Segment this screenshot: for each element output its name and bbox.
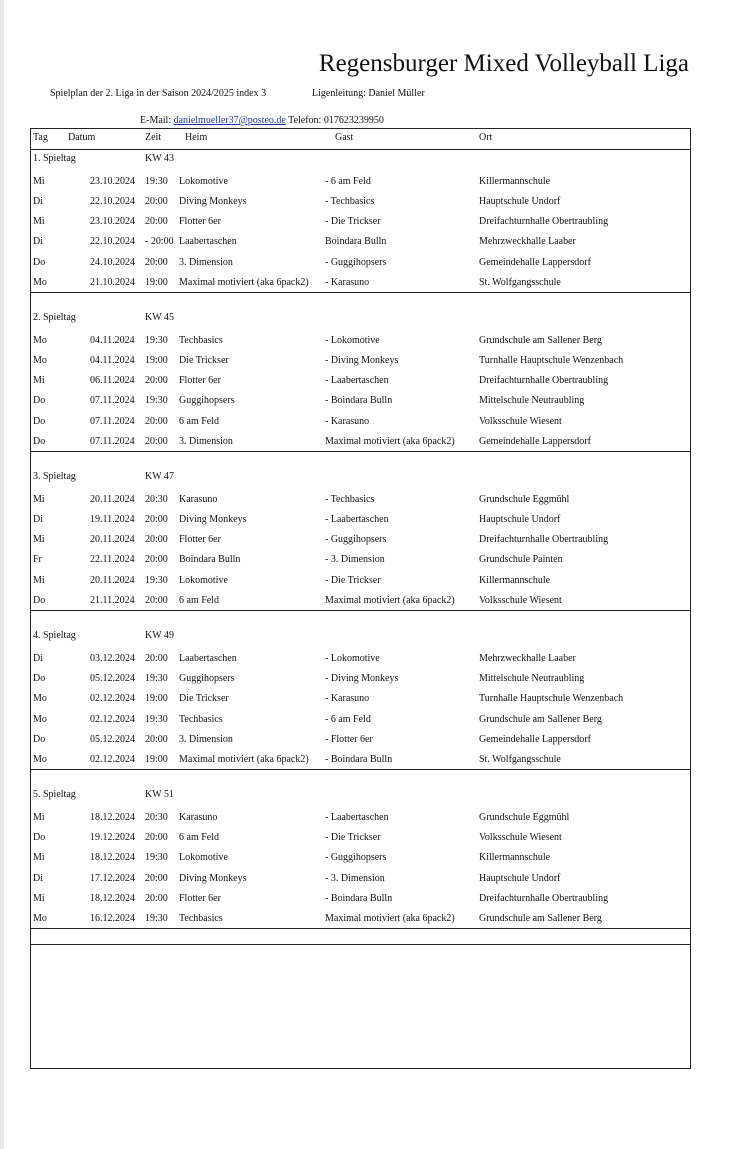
cell-ort: Hauptschule Undorf: [479, 514, 561, 526]
cell-datum: 05.12.2024: [90, 733, 135, 745]
cell-tag: Mo: [33, 713, 47, 725]
cell-gast: - Guggihopsers: [325, 534, 387, 546]
matchday-divider: [31, 610, 690, 611]
cell-tag: Mi: [33, 494, 45, 505]
cell-zeit: 19:00: [145, 355, 168, 367]
cell-zeit: 20:00: [145, 832, 168, 844]
cell-gast: Maximal motiviert (aka 6pack2): [325, 912, 455, 924]
column-header-heim: Heim: [185, 132, 208, 143]
cell-ort: Hauptschule Undorf: [479, 872, 561, 884]
cell-ort: Killermannschule: [479, 574, 551, 586]
cell-gast: - Boindara Bulln: [325, 753, 393, 765]
cell-tag: Mo: [33, 335, 47, 346]
cell-ort: Killermannschule: [479, 852, 551, 864]
cell-datum: 07.11.2024: [90, 415, 135, 427]
cell-datum: 23.10.2024: [90, 216, 135, 228]
cell-tag: Mi: [33, 852, 45, 864]
cell-heim: Maximal motiviert (aka 6pack2): [179, 753, 309, 765]
cell-zeit: 19:00: [145, 276, 168, 288]
cell-datum: 04.11.2024: [90, 335, 135, 346]
cell-gast: - Lokomotive: [325, 335, 380, 346]
cell-gast: - Guggihopsers: [325, 256, 387, 268]
cell-heim: Guggihopsers: [179, 395, 235, 407]
cell-tag: Mo: [33, 753, 47, 765]
cell-datum: 17.12.2024: [90, 872, 135, 884]
cell-tag: Mi: [33, 812, 45, 823]
cell-zeit: 20:00: [145, 415, 168, 427]
column-header-datum: Datum: [68, 132, 96, 143]
cell-ort: Grundschule Painten: [479, 554, 563, 566]
cell-ort: Turnhalle Hauptschule Wenzenbach: [479, 693, 624, 705]
cell-datum: 16.12.2024: [90, 912, 135, 924]
cell-gast: - Die Trickser: [325, 216, 381, 228]
cell-tag: Mi: [33, 216, 45, 228]
cell-ort: St. Wolfgangsschule: [479, 276, 561, 288]
cell-datum: 07.11.2024: [90, 435, 135, 447]
email-link[interactable]: danielmueller37@posteo.de: [173, 115, 286, 126]
cell-zeit: 19:00: [145, 693, 168, 705]
cell-ort: Mehrzweckhalle Laaber: [479, 653, 576, 664]
cell-datum: 22.11.2024: [90, 554, 135, 566]
cell-tag: Do: [33, 256, 46, 268]
cell-ort: Gemeindehalle Lappersdorf: [479, 256, 591, 268]
cell-gast: - Diving Monkeys: [325, 673, 399, 685]
cell-heim: Die Trickser: [179, 355, 229, 367]
cell-zeit: 20:00: [145, 196, 168, 208]
cell-zeit: 20:00: [145, 216, 168, 228]
cell-ort: Grundschule am Sallener Berg: [479, 713, 602, 725]
cell-zeit: 19:30: [145, 335, 168, 346]
matchday-label: 3. Spieltag: [33, 471, 76, 482]
cell-heim: Laabertaschen: [179, 653, 237, 664]
cell-heim: Diving Monkeys: [179, 872, 247, 884]
calendar-week: KW 51: [145, 789, 174, 800]
cell-ort: Gemeindehalle Lappersdorf: [479, 733, 591, 745]
cell-gast: - Laabertaschen: [325, 812, 389, 823]
cell-zeit: 19:30: [145, 574, 168, 586]
contact-line: [140, 115, 384, 126]
matchday-label: 4. Spieltag: [33, 630, 76, 641]
cell-zeit: - 20:00: [145, 236, 174, 248]
cell-zeit: 20:00: [145, 256, 168, 268]
cell-zeit: 19:30: [145, 912, 168, 924]
cell-datum: 02.12.2024: [90, 713, 135, 725]
cell-datum: 19.12.2024: [90, 832, 135, 844]
cell-gast: Maximal motiviert (aka 6pack2): [325, 594, 455, 606]
cell-gast: - 3. Dimension: [325, 554, 385, 566]
cell-heim: Guggihopsers: [179, 673, 235, 685]
email-label: E-Mail:: [140, 115, 174, 126]
cell-datum: 03.12.2024: [90, 653, 135, 664]
cell-datum: 06.11.2024: [90, 375, 135, 387]
matchday-divider: [31, 451, 690, 452]
cell-tag: Mo: [33, 355, 47, 367]
cell-zeit: 20:00: [145, 594, 168, 606]
cell-ort: Gemeindehalle Lappersdorf: [479, 435, 591, 447]
cell-tag: Mo: [33, 912, 47, 924]
cell-ort: Volksschule Wiesent: [479, 415, 562, 427]
cell-gast: - Boindara Bulln: [325, 892, 393, 904]
cell-zeit: 20:00: [145, 892, 168, 904]
cell-ort: Mittelschule Neutraubling: [479, 673, 585, 685]
column-header-zeit: Zeit: [145, 132, 162, 143]
cell-heim: Techbasics: [179, 335, 223, 346]
cell-gast: - Karasuno: [325, 693, 370, 705]
column-header-tag: Tag: [33, 132, 48, 143]
matchday-label: 2. Spieltag: [33, 312, 76, 323]
cell-ort: Dreifachturnhalle Obertraubling: [479, 892, 609, 904]
calendar-week: KW 47: [145, 471, 174, 482]
cell-gast: Boindara Bulln: [325, 236, 387, 248]
cell-heim: Maximal motiviert (aka 6pack2): [179, 276, 309, 288]
cell-ort: Volksschule Wiesent: [479, 832, 562, 844]
cell-tag: Mi: [33, 375, 45, 387]
cell-gast: - 6 am Feld: [325, 176, 371, 187]
cell-datum: 02.12.2024: [90, 693, 135, 705]
cell-gast: Maximal motiviert (aka 6pack2): [325, 435, 455, 447]
cell-heim: Karasuno: [179, 494, 218, 505]
cell-datum: 02.12.2024: [90, 753, 135, 765]
cell-datum: 20.11.2024: [90, 574, 135, 586]
cell-tag: Do: [33, 832, 46, 844]
cell-gast: - Karasuno: [325, 415, 370, 427]
cell-zeit: 20:00: [145, 534, 168, 546]
cell-zeit: 19:30: [145, 176, 168, 187]
cell-ort: Grundschule Eggmühl: [479, 494, 570, 505]
cell-heim: Techbasics: [179, 713, 223, 725]
cell-zeit: 19:30: [145, 673, 168, 685]
calendar-week: KW 43: [145, 153, 174, 164]
cell-heim: 3. Dimension: [179, 435, 233, 447]
cell-tag: Do: [33, 435, 46, 447]
cell-heim: 6 am Feld: [179, 594, 219, 606]
cell-tag: Di: [33, 872, 43, 884]
cell-tag: Fr: [33, 554, 42, 566]
cell-ort: Turnhalle Hauptschule Wenzenbach: [479, 355, 624, 367]
cell-gast: - Boindara Bulln: [325, 395, 393, 407]
cell-heim: Techbasics: [179, 912, 223, 924]
cell-tag: Mi: [33, 892, 45, 904]
column-header-ort: Ort: [479, 132, 493, 143]
calendar-week: KW 49: [145, 630, 174, 641]
cell-datum: 22.10.2024: [90, 236, 135, 248]
cell-heim: Laabertaschen: [179, 236, 237, 248]
phone-text: Telefon: 017623239950: [285, 115, 384, 126]
cell-zeit: 19:00: [145, 753, 168, 765]
cell-gast: - Laabertaschen: [325, 375, 389, 387]
cell-heim: Diving Monkeys: [179, 514, 247, 526]
cell-gast: - Diving Monkeys: [325, 355, 399, 367]
cell-heim: Karasuno: [179, 812, 218, 823]
page-title: Regensburger Mixed Volleyball Liga: [318, 50, 689, 77]
cell-zeit: 19:30: [145, 852, 168, 864]
cell-zeit: 20:00: [145, 375, 168, 387]
cell-gast: - Techbasics: [325, 196, 375, 208]
cell-tag: Do: [33, 594, 46, 606]
cell-tag: Do: [33, 673, 46, 685]
cell-datum: 20.11.2024: [90, 494, 135, 505]
cell-ort: Dreifachturnhalle Obertraubling: [479, 216, 609, 228]
cell-zeit: 20:00: [145, 872, 168, 884]
cell-datum: 05.12.2024: [90, 673, 135, 685]
cell-heim: Lokomotive: [179, 852, 228, 864]
cell-tag: Do: [33, 395, 46, 407]
column-header-gast: Gast: [335, 132, 354, 143]
matchday-divider: [31, 769, 690, 770]
cell-heim: Lokomotive: [179, 176, 228, 187]
cell-zeit: 20:00: [145, 435, 168, 447]
cell-tag: Di: [33, 236, 43, 248]
cell-zeit: 20:00: [145, 653, 168, 664]
cell-ort: Grundschule am Sallener Berg: [479, 912, 602, 924]
cell-tag: Mi: [33, 534, 45, 546]
cell-gast: - Techbasics: [325, 494, 375, 505]
cell-datum: 24.10.2024: [90, 256, 135, 268]
cell-datum: 18.12.2024: [90, 852, 135, 864]
cell-heim: 6 am Feld: [179, 415, 219, 427]
matchday-divider: [31, 292, 690, 293]
matchday-label: 1. Spieltag: [33, 153, 76, 164]
cell-tag: Mi: [33, 574, 45, 586]
cell-tag: Do: [33, 415, 46, 427]
cell-zeit: 20:30: [145, 494, 168, 505]
cell-heim: 3. Dimension: [179, 733, 233, 745]
cell-zeit: 19:30: [145, 713, 168, 725]
cell-ort: Volksschule Wiesent: [479, 594, 562, 606]
cell-tag: Mo: [33, 693, 47, 705]
cell-heim: Die Trickser: [179, 693, 229, 705]
calendar-week: KW 45: [145, 312, 174, 323]
cell-heim: Flotter 6er: [179, 892, 221, 904]
cell-ort: Grundschule am Sallener Berg: [479, 335, 602, 346]
cell-gast: - Die Trickser: [325, 832, 381, 844]
cell-datum: 07.11.2024: [90, 395, 135, 407]
cell-datum: 18.12.2024: [90, 892, 135, 904]
schedule-subtitle: Spielplan der 2. Liga in der Saison 2024/2025 index 3: [50, 88, 267, 99]
table-divider: [31, 928, 690, 929]
schedule-table: [30, 128, 691, 1069]
cell-heim: Boindara Bulln: [179, 554, 241, 566]
cell-datum: 21.10.2024: [90, 276, 135, 288]
table-divider: [31, 944, 690, 945]
cell-tag: Mo: [33, 276, 47, 288]
cell-tag: Do: [33, 733, 46, 745]
cell-datum: 20.11.2024: [90, 534, 135, 546]
cell-gast: - Lokomotive: [325, 653, 380, 664]
header-divider: [31, 149, 690, 150]
league-lead: Ligenleitung: Daniel Müller: [312, 88, 425, 99]
cell-gast: - Laabertaschen: [325, 514, 389, 526]
cell-tag: Di: [33, 196, 43, 208]
cell-ort: Grundschule Eggmühl: [479, 812, 570, 823]
cell-zeit: 20:00: [145, 554, 168, 566]
cell-zeit: 20:30: [145, 812, 168, 823]
cell-ort: Mittelschule Neutraubling: [479, 395, 585, 407]
cell-ort: St. Wolfgangsschule: [479, 753, 561, 765]
cell-datum: 23.10.2024: [90, 176, 135, 187]
cell-datum: 04.11.2024: [90, 355, 135, 367]
cell-gast: - Flotter 6er: [325, 733, 373, 745]
cell-ort: Killermannschule: [479, 176, 551, 187]
cell-ort: Dreifachturnhalle Obertraubling: [479, 534, 609, 546]
cell-ort: Hauptschule Undorf: [479, 196, 561, 208]
cell-gast: - 6 am Feld: [325, 713, 371, 725]
cell-heim: Flotter 6er: [179, 534, 221, 546]
cell-heim: Diving Monkeys: [179, 196, 247, 208]
cell-heim: 3. Dimension: [179, 256, 233, 268]
cell-datum: 18.12.2024: [90, 812, 135, 823]
cell-gast: - Die Trickser: [325, 574, 381, 586]
cell-heim: Flotter 6er: [179, 216, 221, 228]
cell-zeit: 20:00: [145, 514, 168, 526]
cell-tag: Di: [33, 653, 43, 664]
cell-zeit: 20:00: [145, 733, 168, 745]
cell-heim: Flotter 6er: [179, 375, 221, 387]
document-page: [4, 0, 732, 1149]
cell-heim: 6 am Feld: [179, 832, 219, 844]
cell-tag: Mi: [33, 176, 45, 187]
cell-zeit: 19:30: [145, 395, 168, 407]
cell-ort: Dreifachturnhalle Obertraubling: [479, 375, 609, 387]
cell-gast: - Guggihopsers: [325, 852, 387, 864]
cell-datum: 22.10.2024: [90, 196, 135, 208]
cell-datum: 19.11.2024: [90, 514, 135, 526]
matchday-label: 5. Spieltag: [33, 789, 76, 800]
cell-gast: - Karasuno: [325, 276, 370, 288]
cell-tag: Di: [33, 514, 43, 526]
cell-datum: 21.11.2024: [90, 594, 135, 606]
cell-gast: - 3. Dimension: [325, 872, 385, 884]
cell-ort: Mehrzweckhalle Laaber: [479, 236, 576, 248]
cell-heim: Lokomotive: [179, 574, 228, 586]
